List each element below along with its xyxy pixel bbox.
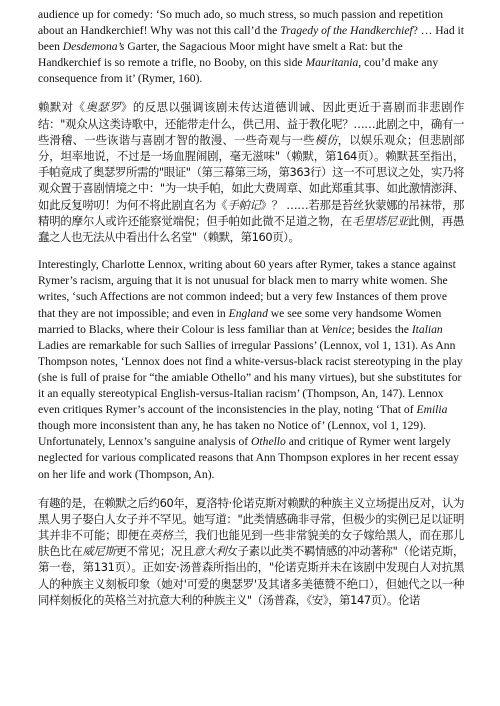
text-run: Garter, the Sagacious Moor might have smelt a Rat: but the Handkerchief is so remote a trifle, no Booby, on this side bbox=[38, 40, 403, 70]
text-run: ? … Had it been bbox=[38, 24, 464, 54]
text-run: though more inconsistent than any, he has taken no Notice of’ (Lennox, vol 1, 129). Unfortunately, Lennox’s sanguine analysis of bbox=[38, 419, 426, 449]
italic-venice-zh: 威尼斯 bbox=[82, 544, 116, 559]
text-run: we see some very handsome Women married to Blacks, where their Colour is less familiar than at bbox=[38, 306, 442, 336]
text-run: 有趣的是，在赖默之后约60年，夏洛特·伦诺克斯对赖默的种族主义立场提出反对，认为黑人男子娶白人女子并不罕见。她写道："此类情感确非寻常，但极少的实例已足以证明其并非不可能；即便在 bbox=[38, 495, 464, 543]
italic-england-zh: 英格兰 bbox=[150, 528, 184, 543]
paragraph-english-2 bbox=[38, 257, 464, 482]
text-run: 赖默对《 bbox=[38, 100, 86, 115]
italic-place-mauritania: Mauritania bbox=[305, 56, 359, 70]
italic-italy-zh: 意大利 bbox=[193, 544, 227, 559]
text-run: audience up for comedy: ‘So much ado, so much stress, so much passion and repetition about an Handkerchief! Why was not this call’d the bbox=[38, 8, 444, 38]
italic-name-desdemona: Desdemona’s bbox=[62, 40, 125, 54]
italic-handkerchief-zh: 手帕记 bbox=[227, 197, 261, 212]
italic-othello: Othello bbox=[251, 435, 286, 449]
italic-england: England bbox=[228, 306, 268, 320]
italic-emilia: Emilia bbox=[416, 403, 448, 417]
text-run: Interestingly, Charlotte Lennox, writing about 60 years after Rymer, takes a stance against Rymer’s racism, arguing that it is not unusual for black men to marry white women. She writes, ‘such Affections are not common indeed; but a very few Instances of them prove that they are not impossible; and even in bbox=[38, 258, 456, 320]
document-page bbox=[38, 0, 464, 608]
italic-italian: Italian bbox=[411, 322, 443, 336]
text-run: 》的反思以强调该剧未传达道德训诫、因此更近于喜剧而非悲剧作结："观众从这类诗歌中，还能带走什么，供己用、益于教化呢？……此剧之中，确有一些滑稽、一些诙谐与喜剧才智的散漫、一些奇观与一些 bbox=[38, 100, 464, 147]
text-run: Ladies are remarkable for such Sallies of irregular Passions’ (Lennox, vol 1, 131). As Ann Thompson notes, ‘Lennox does not find a white-versus-black racist stereotyping in the play (she is full of praise for “the amiable Othello” and his many virtues), but she substitutes for it an equally stereotypical English-versus-Italian racism’ (Thompson, An, 147). Lennox even critiques Rymer’s account of the inconsistencies in the play, noting ‘That of bbox=[38, 338, 463, 417]
text-run: ，以娱乐观众；但悲剧部分，坦率地说，不过是一场血腥闹剧，毫无滋味"（赖默，第164页）。赖默甚至指出，手帕竟成了奥瑟罗所需的"眼证"（第三幕第三场，第363行）这一不可思议之处，实乃将观众置于喜剧情境之中："为一块手帕，如此大费周章、如此郑重其事、如此激情澎湃、如此反复唠叨！为何不将此剧直名为《 bbox=[38, 132, 465, 212]
italic-title-tragedy-handkerchief: Tragedy of the Handkerchief bbox=[280, 24, 413, 38]
text-run: 》？ ……若那是苔丝狄蒙娜的吊袜带，那精明的摩尔人或许还能察觉端倪；但手帕如此微不足道之物，在 bbox=[38, 197, 464, 228]
italic-mauritania-zh: 毛里塔尼亚 bbox=[352, 213, 409, 228]
text-run: and critique of Rymer went largely neglected for various complicated reasons that Ann Thompson explores in her recent essay on her life and work (Thompson, An). bbox=[38, 435, 459, 481]
paragraph-chinese-2 bbox=[38, 495, 464, 608]
paragraph-chinese-1 bbox=[38, 99, 464, 245]
italic-venice: Venice bbox=[321, 322, 352, 336]
italic-othello-zh: 奥瑟罗 bbox=[85, 100, 122, 115]
text-run: 更不常见；况且 bbox=[115, 544, 194, 559]
text-run: 此侧，再愚蠢之人也无法从中看出什么名堂"（赖默，第160页）。 bbox=[38, 213, 464, 245]
text-run: , cou’d make any consequence from it’ (Rymer, 160). bbox=[38, 56, 439, 86]
italic-imitation-zh: 模仿 bbox=[314, 132, 338, 147]
text-run: ，我们也能见到一些非常貌美的女子嫁给黑人，而在那儿肤色比在 bbox=[38, 528, 464, 559]
paragraph-english-1 bbox=[38, 7, 464, 87]
text-run: 女子素以此类不羁情感的冲动著称"（伦诺克斯，第一卷，第131页）。正如安·汤普森所指出的，"伦诺克斯并未在该剧中发现白人对抗黑人的种族主义刻板印象（她对'可爱的奥瑟罗'及其诸多美德赞不绝口），但她代之以一种同样刻板化的英格兰对抗意大利的种族主义"（汤普森，《安》，第147页）。伦诺 bbox=[38, 544, 464, 607]
text-run: ; besides the bbox=[351, 322, 412, 336]
